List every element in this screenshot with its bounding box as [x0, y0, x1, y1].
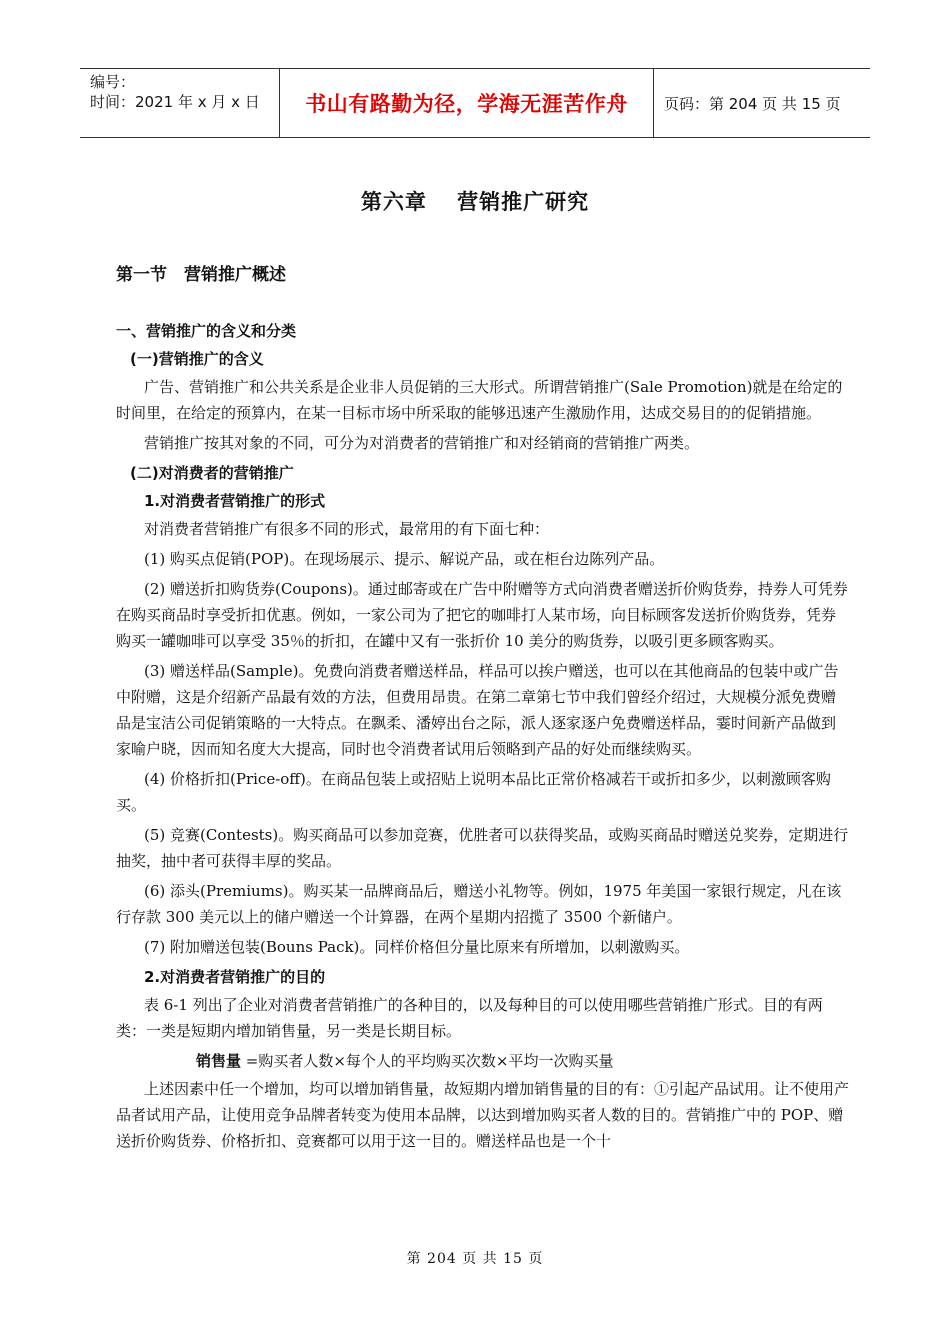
time-line: 时间：2021 年 x 月 x 日: [90, 93, 260, 111]
paragraph: 上述因素中任一个增加，均可以增加销售量，故短期内增加销售量的目的有：①引起产品试用。让不使用产品者试用产品，让使用竞争品牌者转变为使用本品牌，以达到增加购买者人数的目的。营销推广中的 POP、赠送折价购货券、价格折扣、竞赛都可以用于这一目的。赠送样品也是一个十: [116, 1080, 850, 1150]
formula-text: =购买者人数×每个人的平均购买次数×平均一次购买量: [241, 1052, 614, 1070]
paragraph: 对消费者营销推广有很多不同的形式，最常用的有下面七种：: [144, 520, 550, 538]
paragraph: 表 6-1 列出了企业对消费者营销推广的各种目的，以及每种目的可以使用哪些营销推广形式。目的有两类：一类是短期内增加销售量，另一类是长期目标。: [116, 996, 823, 1040]
serial-label: 编号：: [90, 73, 136, 91]
header-page-info: 页码：第 204 页 共 15 页: [664, 94, 841, 113]
list-item: (1) 购买点促销(POP)。在现场展示、提示、解说产品，或在柜台边陈列产品。: [144, 550, 665, 568]
chapter-title: 第六章 营销推广研究: [360, 189, 590, 214]
section-title: 第一节 营销推广概述: [116, 265, 286, 285]
list-item: (2) 赠送折扣购货券(Coupons)。通过邮寄或在广告中附赠等方式向消费者赠送折价购货券，持券人可凭券在购买商品时享受折扣优惠。例如，一家公司为了把它的咖啡打人某市场，向目标顾客发送折价购货券，凭券购买一罐咖啡可以享受 35％的折扣，在罐中又有一张折价 10 美分的购货券，以吸引更多顾客购买。: [116, 580, 848, 650]
list-item: (6) 添头(Premiums)。购买某一品牌商品后，赠送小礼物等。例如，1975 年美国一家银行规定，凡在该行存款 300 美元以上的储户赠送一个计算器，在两个星期内招揽了 3500 个新储户。: [116, 882, 842, 926]
page-header: [80, 68, 870, 138]
list-item: (4) 价格折扣(Price-off)。在商品包装上或招贴上说明本品比正常价格减若干或折扣多少，以刺激顾客购买。: [116, 770, 831, 814]
formula-label: 销售量: [196, 1052, 242, 1070]
sub-heading-meaning: (一)营销推广的含义: [130, 350, 264, 368]
subsection-heading: 一、营销推广的含义和分类: [116, 322, 297, 340]
document-body: [116, 318, 850, 1158]
sub-heading-purpose: 2.对消费者营销推广的目的: [144, 968, 326, 986]
sales-formula: [116, 1048, 850, 1074]
header-meta: [80, 69, 280, 137]
paragraph: 广告、营销推广和公共关系是企业非人员促销的三大形式。所谓营销推广(Sale Promotion)就是在给定的时间里，在给定的预算内，在某一目标市场中所采取的能够迅速产生激励作用，达成交易目的的促销措施。: [116, 378, 843, 422]
list-item: (7) 附加赠送包装(Bouns Pack)。同样价格但分量比原来有所增加，以刺激购买。: [144, 938, 690, 956]
page-footer: 第 204 页 共 15 页: [406, 1251, 544, 1267]
header-motto: 书山有路勤为径，学海无涯苦作舟: [280, 69, 654, 137]
sub-heading-consumer: (二)对消费者的营销推广: [130, 464, 294, 482]
sub-heading-forms: 1.对消费者营销推广的形式: [144, 492, 326, 510]
paragraph: 营销推广按其对象的不同，可分为对消费者的营销推广和对经销商的营销推广两类。: [144, 434, 700, 452]
list-item: (5) 竞赛(Contests)。购买商品可以参加竞赛，优胜者可以获得奖品，或购买商品时赠送兑奖券，定期进行抽奖，抽中者可获得丰厚的奖品。: [116, 826, 849, 870]
list-item: (3) 赠送样品(Sample)。免费向消费者赠送样品，样品可以挨户赠送，也可以在其他商品的包装中或广告中附赠，这是介绍新产品最有效的方法，但费用昂贵。在第二章第七节中我们曾经介绍过，大规模分派免费赠品是宝洁公司促销策略的一大特点。在飘柔、潘婷出台之际，派人逐家逐户免费赠送样品，霎时间新产品做到家喻户晓，因而知名度大大提高，同时也令消费者试用后领略到产品的好处而继续购买。: [116, 662, 839, 758]
